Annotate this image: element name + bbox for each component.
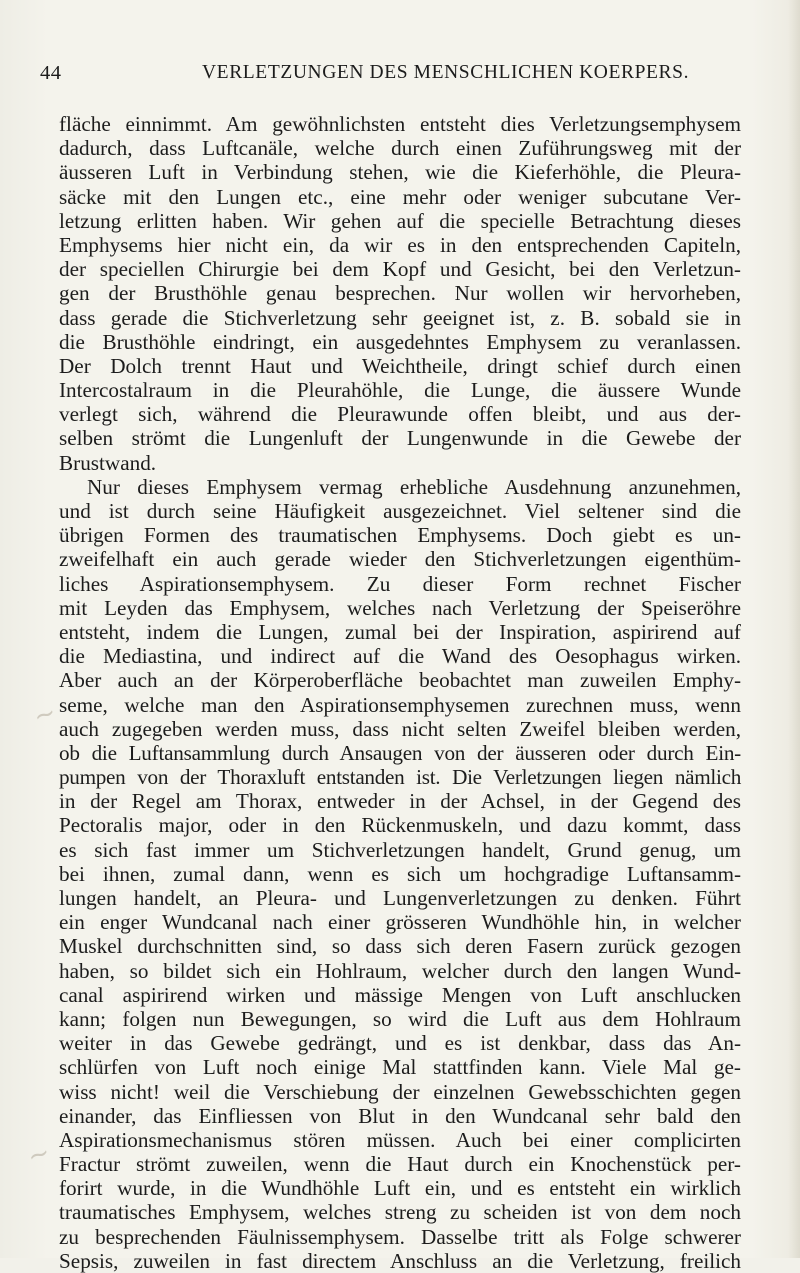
- text-line: seme, welche man den Aspirationsemphysemen zurechnen muss, wenn: [59, 692, 741, 717]
- text-line: letzung erlitten haben. Wir gehen auf die specielle Betrachtung dieses: [59, 208, 741, 233]
- text-line: ob die Luftansammlung durch Ansaugen von der äusseren oder durch Ein-: [59, 740, 741, 765]
- margin-pencil-mark: ~: [29, 697, 60, 733]
- text-line: Pectoralis major, oder in den Rückenmuskeln, und dazu kommt, dass: [59, 813, 741, 838]
- text-line: es sich fast immer um Stichverletzungen handelt, Grund genug, um: [59, 837, 741, 862]
- text-line: lungen handelt, an Pleura- und Lungenverletzungen zu denken. Führt: [59, 886, 741, 910]
- text-line: die Brusthöhle eindringt, ein ausgedehntes Emphysem zu veranlassen.: [59, 329, 741, 354]
- text-line: äusseren Luft in Verbindung stehen, wie die Kieferhöhle, die Pleura-: [59, 160, 741, 185]
- text-line: und ist durch seine Häufigkeit ausgezeichnet. Viel seltener sind die: [59, 499, 741, 523]
- text-line: kann; folgen nun Bewegungen, so wird die Luft aus dem Hohlraum: [59, 1006, 741, 1031]
- text-line: ein enger Wundcanal nach einer grösseren Wundhöhle hin, in welcher: [59, 910, 741, 935]
- text-line: pumpen von der Thoraxluft entstanden ist. Die Verletzungen liegen nämlich: [59, 765, 741, 790]
- text-line: übrigen Formen des traumatischen Emphysems. Doch giebt es un-: [59, 523, 741, 548]
- text-line: in der Regel am Thorax, entweder in der Achsel, in der Gegend des: [59, 789, 741, 814]
- text-line: mit Leyden das Emphysem, welches nach Verletzung der Speiseröhre: [59, 595, 741, 620]
- text-line: gen der Brusthöhle genau besprechen. Nur wollen wir hervorheben,: [59, 281, 741, 306]
- body-text: [59, 112, 741, 1273]
- text-line: traumatisches Emphysem, welches streng zu scheiden ist von dem noch: [59, 1200, 741, 1225]
- text-line: der speciellen Chirurgie bei dem Kopf und Gesicht, bei den Verletzun-: [59, 257, 741, 282]
- text-line: entsteht, indem die Lungen, zumal bei der Inspiration, aspirirend auf: [59, 619, 741, 644]
- text-line: säcke mit den Lungen etc., eine mehr oder weniger subcutane Ver-: [59, 184, 741, 209]
- page-header: [0, 62, 800, 90]
- text-line: fläche einnimmt. Am gewöhnlichsten entsteht dies Verletzungsemphysem: [59, 112, 741, 136]
- text-line: Der Dolch trennt Haut und Weichtheile, dringt schief durch einen: [59, 353, 741, 378]
- text-line: wiss nicht! weil die Verschiebung der einzelnen Gewebsschichten gegen: [59, 1079, 741, 1104]
- text-line: bei ihnen, zumal dann, wenn es sich um hochgradige Luftansamm-: [59, 861, 741, 886]
- text-line: forirt wurde, in die Wundhöhle Luft ein, und es entsteht ein wirklich: [59, 1176, 741, 1201]
- text-line: weiter in das Gewebe gedrängt, und es ist denkbar, dass das An-: [59, 1031, 741, 1056]
- text-line: canal aspirirend wirken und mässige Mengen von Luft anschlucken: [59, 982, 741, 1007]
- text-line: Emphysems hier nicht ein, da wir es in den entsprechenden Capiteln,: [59, 232, 741, 257]
- page-number: 44: [40, 62, 62, 84]
- text-line: die Mediastina, und indirect auf die Wand des Oesophagus wirken.: [59, 644, 741, 669]
- text-line: Aspirationsmechanismus stören müssen. Auch bei einer complicirten: [59, 1127, 741, 1152]
- text-line: verlegt sich, während die Pleurawunde offen bleibt, und aus der-: [59, 402, 741, 427]
- text-line: einander, das Einfliessen von Blut in den Wundcanal sehr bald den: [59, 1103, 741, 1128]
- text-line: Sepsis, zuweilen in fast directem Anschluss an die Verletzung, freilich: [59, 1248, 741, 1273]
- text-line: schlürfen von Luft noch einige Mal stattfinden kann. Viele Mal ge-: [59, 1055, 741, 1080]
- text-line: haben, so bildet sich ein Hohlraum, welcher durch den langen Wund-: [59, 958, 741, 983]
- text-line: liches Aspirationsemphysem. Zu dieser Form rechnet Fischer: [59, 571, 741, 596]
- text-line: selben strömt die Lungenluft der Lungenwunde in die Gewebe der: [59, 426, 741, 451]
- text-line: zweifelhaft ein auch gerade wieder den Stichverletzungen eigenthüm-: [59, 547, 741, 572]
- margin-pencil-mark: ~: [23, 1137, 54, 1173]
- text-line: Brustwand.: [59, 450, 157, 475]
- text-line: Aber auch an der Körperoberfläche beobachtet man zuweilen Emphy-: [59, 668, 741, 693]
- text-line: Nur dieses Emphysem vermag erhebliche Ausdehnung anzunehmen,: [87, 474, 741, 499]
- running-title: VERLETZUNGEN DES MENSCHLICHEN KOERPERS.: [202, 62, 690, 83]
- page-edge-shadow: [788, 0, 800, 1258]
- text-line: Muskel durchschnitten sind, so dass sich deren Fasern zurück gezogen: [59, 934, 741, 959]
- text-line: auch zugegeben werden muss, dass nicht selten Zweifel bleiben werden,: [59, 716, 741, 741]
- text-line: zu besprechenden Fäulnissemphysem. Dasselbe tritt als Folge schwerer: [59, 1224, 741, 1249]
- text-line: dadurch, dass Luftcanäle, welche durch einen Zuführungsweg mit der: [59, 136, 741, 161]
- text-line: Fractur strömt zuweilen, wenn die Haut durch ein Knochenstück per-: [59, 1152, 741, 1177]
- text-line: Intercostalraum in die Pleurahöhle, die Lunge, die äussere Wunde: [59, 378, 741, 403]
- text-line: dass gerade die Stichverletzung sehr geeignet ist, z. B. sobald sie in: [59, 305, 741, 330]
